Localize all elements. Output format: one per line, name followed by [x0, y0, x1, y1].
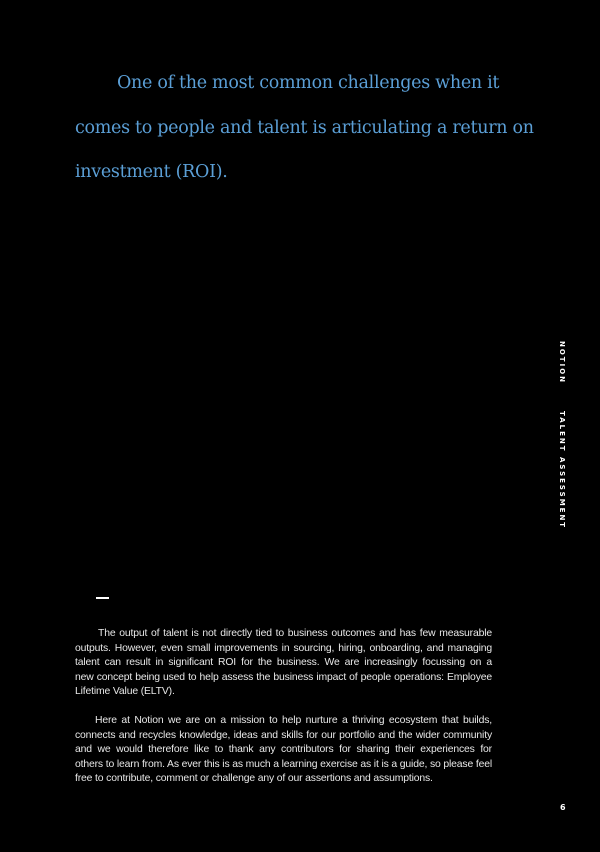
headline-line: One of the most common challenges when it	[117, 73, 500, 93]
body-line: Here at Notion we are on a mission to help nurture a thriving ecosystem that builds,	[95, 715, 492, 726]
body-paragraph-2	[75, 714, 492, 787]
body-line: connects and recycles knowledge, ideas and skills for our portfolio and the wider community	[75, 729, 492, 741]
body-paragraph-1	[75, 627, 492, 700]
body-line: talent can result in significant ROI for the business. We are increasingly focussing on a	[75, 657, 492, 669]
sidebar-section-title: TALENT ASSESSMENT	[558, 411, 566, 530]
headline-line: investment (ROI).	[75, 162, 228, 182]
body-line: and we would therefore like to thank any contributors for sharing their experiences for	[75, 744, 492, 756]
sidebar-brand: NOTION	[558, 341, 566, 384]
body-line: Lifetime Value (ELTV).	[75, 686, 175, 698]
headline-line: comes to people and talent is articulating a return on	[75, 118, 534, 138]
divider-dash	[96, 597, 109, 599]
body-line: free to contribute, comment or challenge any of our assertions and assumptions.	[75, 773, 433, 785]
body-line: new concept being used to help assess the business impact of people operations: Employee	[75, 671, 492, 683]
body-line: others to learn from. As ever this is as much a learning exercise as it is a guide, so please feel	[75, 758, 492, 770]
body-line: The output of talent is not directly tied to business outcomes and has few measurable	[98, 628, 492, 639]
body-line: outputs. However, even small improvements in sourcing, hiring, onboarding, and managing	[75, 642, 492, 654]
page-number: 6	[560, 803, 566, 812]
